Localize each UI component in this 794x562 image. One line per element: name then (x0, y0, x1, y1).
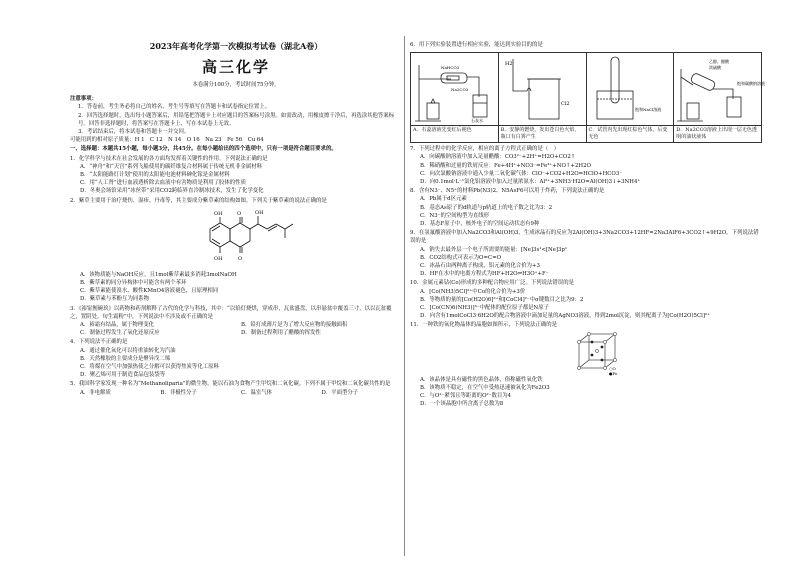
test-tube-trough-icon (587, 55, 673, 123)
option-c: C．将煤在空气中加强热使之分解可以获得焦炭等化工原料 (80, 364, 219, 371)
question-2 (70, 197, 402, 304)
option-a: A．裕霜有结晶，属于物理变化 (80, 322, 154, 329)
question-5 (70, 380, 402, 396)
label: 饱和碳酸钠溶液 (736, 81, 765, 87)
question-stem: 4．下列说法不正确的是 (70, 339, 128, 346)
mol-label: OH (255, 209, 264, 216)
option-b: B．非极性分子 (160, 389, 197, 396)
option-d: D．向含有1molCoCl3·6H2O的配合物溶液中滴加足量的AgNO3溶液，得到2mol沉淀，则其配离子为[Co(H2O)5Cl]²⁺ (420, 313, 710, 320)
question-stem: 1．化学科学与技术在社会发展的各方面均发挥着关键性的作用。下列说法正确的是 (70, 155, 268, 162)
question-stem: 6．用下列实验装置进行相应实验，能达到实验目的的是 (410, 42, 543, 48)
option-c: C．与O²⁻紧邻且等距离的O²⁻数目为4 (420, 393, 512, 400)
option-a: A．[Co(NH3)5Cl]²⁺中Co的化合价为+3价 (420, 288, 526, 295)
atomic-mass: 可能用到的相对原子质量：H 1 C 12 N 14 O 16 Na 23 Fe 56 Cu 64 (70, 137, 264, 144)
notice-item: 3．考试结束后，将本试卷和答题卡一并交回。 (78, 128, 190, 135)
subject-title: 高三化学 (201, 58, 270, 77)
right-column (410, 40, 765, 408)
score-info: 本卷满分100分，考试时间75分钟。 (192, 81, 280, 88)
option-a: A．该物质能与NaOH反应，且1mol紫草素最多消耗3molNaOH (80, 271, 237, 278)
question-stem: 7．下列过程中的化学反应，相应的离子方程式正确的是（ ） (410, 146, 559, 153)
question-stem: 8．含有N3⁻、N5⁺的材料Pb(N3)2、N5AsF6可以用于炸药，下列说法正确的是 (410, 188, 605, 195)
question-stem: 10．金属元素钴(Co)形成的多种配合物应用广泛。下列说法错误的是 (410, 280, 574, 287)
question-11 (410, 321, 762, 408)
apparatus-b (499, 53, 587, 142)
option-b: B．CO2结构式可表示为O=C=O (420, 254, 502, 261)
heating-tube-apparatus-icon (411, 55, 497, 123)
legend-fe: ●Fe (609, 370, 618, 376)
notice-item: 1．答卷前，考生务必将自己的姓名、考生号等填写在答题卡和试卷指定位置上。 (78, 104, 271, 111)
mol-label: O (238, 255, 243, 262)
question-3 (70, 305, 402, 338)
option-a: A．“神舟”和“天宫”系列飞船使用的碳纤维复合材料属于传统无机非金属材料 (80, 163, 263, 170)
label: 浓硫酸 (708, 65, 721, 71)
option-b: B．稀硝酸和过量的铁屑反应：Fe+4H⁺+NO3⁻=Fe³⁺+NO↑+2H2O (420, 162, 591, 169)
label: 乙醇、醋酸 (708, 59, 729, 65)
option-a: A．非电解质 (80, 389, 111, 396)
label: NaHCO3 (441, 65, 460, 71)
option-b: B．该物质不稳定，在空气中受热迅速被氧化为Fe2O3 (420, 384, 550, 391)
caption: B．安静的燃烧，发出苍白色火焰，瓶口有白雾产生 (500, 127, 580, 141)
apparatus-a (411, 53, 499, 142)
question-stem: 3．《裕甯劁碗玖》以药物和药剂解释了古代的化学与科技，其中：“以焰灯烧烘，穿成串，瓦盆盛盘，以串悬盆中覆盖三寸，以以瓦盆覆之，置阴处，旬生霜粉”中，下列说法中不涉及或不正确的是 (70, 305, 392, 320)
question-stem: 11．一种铁的氧化物晶体的晶胞如图所示，下列说法正确的是 (410, 322, 558, 329)
column-divider (404, 36, 405, 556)
option-b: B．紫草素的同分异构体中可能含有两个苯环 (80, 280, 187, 286)
legend-o: ○O (609, 365, 616, 371)
question-stem: 9．在氢氟酸溶液中加入Na2CO3和Al(OH)3，生成冰晶石的反应为2Al(OH)3+3Na2CO3+12HF=2Na3AlF6+3CO2↑+9H2O。下列说法错误的是 (410, 230, 759, 245)
unit-cell-diagram (575, 330, 621, 376)
caption: A．石蕊溶液先变红后褪色 (413, 127, 472, 134)
label: Cl2 (561, 101, 570, 108)
question-6 (410, 41, 765, 143)
option-c: C．用“人工肾”进行血液透析除去血液中有害物质是利用了胶体的性质 (80, 180, 246, 187)
option-d: D．向0.1mol·L⁻¹氯化铝溶液中加入过量浓氨水：Al³⁺+3NH3·H2O=Al(OH)3↓+3NH4⁺ (420, 179, 641, 186)
esterification-apparatus-icon (675, 55, 765, 123)
option-c: C．向次氯酸钠溶液中通入少量二氧化碳气体：ClO⁻+CO2+H2O=HClO+HCO3⁻ (420, 170, 623, 177)
question-stem: 5．我国科学家发现一种名为“Methanoliparia”的微生物，能以石油为食物产生甲烷和二氧化碳。下列不属于甲烷和二氧化碳共性的是 (70, 381, 391, 388)
option-a: A．向碳酸钠溶液中加入足量醋酸：CO3²⁻+2H⁺=H2O+CO2↑ (420, 154, 576, 161)
caption: D．Na2CO3溶液上出现一层无色透明的油状液体 (676, 127, 757, 141)
option-b: B．铅打成薄片是为了增大反应物的接触面积 (241, 322, 348, 329)
option-a: A．通过催化氧化可以将重油转化为汽油 (80, 347, 176, 354)
option-d: D．冬奥会场馆采用“冰丝带”采用CO2跨临界直冷制冰技术，发生了化学变化 (80, 188, 264, 195)
left-column (70, 40, 402, 397)
option-b: B．“太阳能路灯计划”使用的太阳能电池材料砷化镓是金属材料 (80, 171, 230, 178)
option-c: C．制备过程发生了氧化还原反应 (80, 330, 160, 337)
apparatus-d (674, 53, 765, 142)
label: 饱和NaCl溶液 (634, 107, 662, 113)
label: Na2CO3 (451, 87, 469, 93)
question-stem: 2．紫草主要用于治疗烧伤、湿疹、丹毒等，其主要成分紫草素的结构如图。下列关于紫草素的说法正确的是 (70, 197, 327, 204)
option-a: A．Pb属于d区元素 (420, 196, 467, 203)
mol-label: O (237, 210, 242, 217)
label: H2 (505, 61, 513, 68)
option-a: A．钠失去最外层一个电子所需要的能量：[Ne]3s¹<[Ne]3p¹ (420, 246, 568, 253)
notice-item: 2．回答选择题时，选出每小题答案后，用铅笔把答题卡上对应题目的答案标号涂黑。如需改动，用橡皮擦干净后，再选涂其他答案标号。回答非选择题时，将答案写在答题卡上，写在本试卷上无效。 (78, 112, 395, 127)
option-b: B．基态As原子的d轨道与p轨道上的电子数之比为3：2 (420, 204, 553, 211)
question-7 (410, 145, 762, 186)
caption: C．试管内先出现红棕色气体，后变无色 (588, 127, 668, 141)
option-a: A．该晶体是具有磁性的黑色晶体，俗称磁性氧化铁 (420, 376, 543, 383)
option-b: B．等物质的量的[Co(H2O)6]²⁺和[CoCl4]²⁻中σ键数目之比为9：2 (420, 296, 584, 303)
option-c: C．N3⁻的空间构型为直线形 (420, 212, 490, 219)
gas-jar-burning-icon (499, 55, 585, 123)
option-c: C．[Co(CN)6(NH3)]³⁻中配体的配位原子都是N原子 (420, 305, 550, 312)
question-1 (70, 155, 402, 196)
question-8 (410, 187, 762, 228)
option-d: D．一个该晶胞中所含离子总数为8 (420, 401, 504, 408)
options-row (70, 389, 402, 397)
option-d: D．HF在水中的电离方程式为HF+H2O⇌H3O⁺+F⁻ (420, 271, 549, 278)
option-d: D．制备过程利用了醋酸的挥发性 (241, 330, 321, 337)
option-d: D．平面型分子 (321, 389, 359, 396)
shikonin-structure-diagram (190, 207, 310, 269)
question-4 (70, 338, 402, 379)
option-d: D．紫草素与苯酚互为同系物 (80, 296, 150, 303)
question-9 (410, 229, 762, 278)
options-row (70, 321, 402, 337)
section-heading: 一、选择题：本题共15小题，每小题3分，共45分。在每小题给出的四个选项中，只有一项是符合题目要求的。 (70, 146, 337, 153)
option-d: D．基态F原子中，核外电子的空间运动状态有9种 (420, 221, 540, 228)
notice-heading: 注意事项： (70, 96, 97, 103)
mol-label: OH (214, 210, 223, 217)
option-c: C．冰晶石由两种离子构成，铝元素的化合价为+3 (420, 263, 540, 270)
option-b: B．天然橡胶的主要成分是聚异戊二烯 (80, 355, 171, 362)
label: 石灰水 (471, 118, 484, 124)
apparatus-c (587, 53, 675, 142)
apparatus-table (410, 52, 765, 143)
mol-label: OH (214, 255, 223, 262)
option-c: C．温室气体 (241, 389, 273, 396)
exam-title: 2023年高考化学第一次模拟考试卷（湖北A卷） (149, 41, 323, 51)
option-c: C．紫草素能使溴水、酸性KMnO4溶液褪色，且原理相同 (80, 288, 219, 295)
question-10 (410, 279, 762, 320)
option-d: D．聚乙烯可用于制造食品包装袋等 (80, 372, 166, 379)
